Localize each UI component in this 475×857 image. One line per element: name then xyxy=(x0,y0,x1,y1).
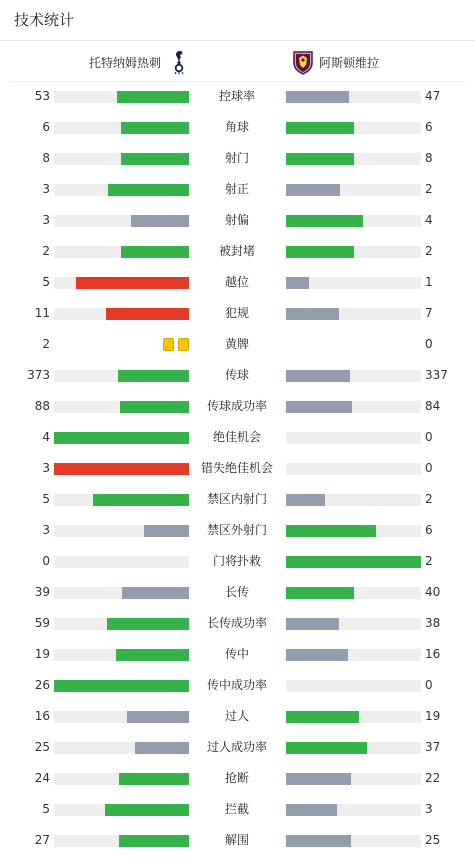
home-bar-fill xyxy=(121,246,189,258)
team-header xyxy=(0,42,475,82)
away-bar-fill xyxy=(286,122,354,134)
away-value: 6 xyxy=(425,523,433,537)
home-bar-fill xyxy=(108,184,189,196)
stat-row xyxy=(0,113,475,144)
away-bar-fill xyxy=(286,773,351,785)
away-bar-track xyxy=(286,215,421,227)
stat-label: 长传 xyxy=(224,585,249,599)
home-value: 8 xyxy=(42,151,50,165)
home-bar-fill xyxy=(93,494,189,506)
home-bar-fill xyxy=(131,215,189,227)
away-bar-track xyxy=(286,680,421,692)
away-value: 37 xyxy=(425,740,441,754)
home-value: 4 xyxy=(42,430,50,444)
stat-label: 射门 xyxy=(224,151,249,165)
away-bar-fill xyxy=(286,804,337,816)
away-value: 19 xyxy=(425,709,441,723)
stat-row xyxy=(0,299,475,330)
stat-row xyxy=(0,640,475,671)
away-bar-track xyxy=(286,184,421,196)
stat-row xyxy=(0,361,475,392)
stat-label: 禁区外射门 xyxy=(206,523,267,537)
home-yellow-cards xyxy=(163,338,189,351)
home-value: 26 xyxy=(34,678,50,692)
away-value: 25 xyxy=(425,833,441,847)
stat-label: 黄牌 xyxy=(224,337,249,351)
away-bar-fill xyxy=(286,153,354,165)
home-value: 2 xyxy=(42,244,50,258)
stat-label: 绝佳机会 xyxy=(212,430,261,444)
away-value: 2 xyxy=(425,492,433,506)
away-value: 2 xyxy=(425,554,433,568)
stat-label: 犯规 xyxy=(224,306,249,320)
yellow-card-icon xyxy=(178,338,189,351)
away-bar-fill xyxy=(286,401,352,413)
home-bar-fill xyxy=(106,308,189,320)
away-value: 0 xyxy=(425,461,433,475)
stat-label: 抢断 xyxy=(224,771,249,785)
home-bar-track xyxy=(54,835,189,847)
away-bar-track xyxy=(286,525,421,537)
away-bar-track xyxy=(286,773,421,785)
home-bar-track xyxy=(54,122,189,134)
home-bar-fill xyxy=(54,432,189,444)
stat-label: 被封堵 xyxy=(218,244,255,258)
home-bar-fill xyxy=(107,618,189,630)
stat-row xyxy=(0,454,475,485)
away-bar-fill xyxy=(286,835,351,847)
away-bar-track xyxy=(286,308,421,320)
away-bar-track xyxy=(286,649,421,661)
away-bar-fill xyxy=(286,587,354,599)
home-bar-track xyxy=(54,277,189,289)
stat-row xyxy=(0,392,475,423)
stat-row xyxy=(0,516,475,547)
away-team[interactable] xyxy=(293,42,379,82)
stat-row xyxy=(0,82,475,113)
stat-row xyxy=(0,206,475,237)
stat-row xyxy=(0,547,475,578)
home-bar-fill xyxy=(119,835,189,847)
home-bar-track xyxy=(54,91,189,103)
away-bar-track xyxy=(286,401,421,413)
away-bar-track xyxy=(286,556,421,568)
home-team[interactable] xyxy=(89,42,189,82)
away-bar-fill xyxy=(286,277,309,289)
home-value: 3 xyxy=(42,213,50,227)
away-value: 22 xyxy=(425,771,441,785)
home-bar-track xyxy=(54,680,189,692)
stat-row xyxy=(0,423,475,454)
home-bar-track xyxy=(54,556,189,568)
home-value: 6 xyxy=(42,120,50,134)
home-value: 11 xyxy=(34,306,50,320)
stat-row xyxy=(0,733,475,764)
stat-row xyxy=(0,795,475,826)
stat-label: 错失绝佳机会 xyxy=(200,461,273,475)
away-bar-fill xyxy=(286,91,349,103)
home-team-name: 托特纳姆热刺 xyxy=(88,55,161,70)
away-bar-track xyxy=(286,587,421,599)
away-bar-fill xyxy=(286,711,359,723)
stat-label: 拦截 xyxy=(224,802,249,816)
home-bar-track xyxy=(54,711,189,723)
home-bar-track xyxy=(54,649,189,661)
away-bar-track xyxy=(286,122,421,134)
home-bar-fill xyxy=(76,277,189,289)
stat-row xyxy=(0,237,475,268)
home-bar-fill xyxy=(54,680,189,692)
stat-label: 传球 xyxy=(224,368,249,382)
away-bar-fill xyxy=(286,525,376,537)
stat-label: 控球率 xyxy=(218,89,255,103)
stat-label: 射偏 xyxy=(224,213,249,227)
home-bar-fill xyxy=(105,804,189,816)
home-value: 25 xyxy=(34,740,50,754)
home-bar-track xyxy=(54,463,189,475)
home-bar-track xyxy=(54,618,189,630)
stat-row xyxy=(0,175,475,206)
stat-row xyxy=(0,826,475,857)
away-value: 337 xyxy=(425,368,448,382)
page-title: 技术统计 xyxy=(14,11,75,29)
away-value: 84 xyxy=(425,399,441,413)
home-value: 2 xyxy=(42,337,50,351)
home-bar-fill xyxy=(144,525,189,537)
away-bar-track xyxy=(286,277,421,289)
home-bar-track xyxy=(54,370,189,382)
stat-label: 传球成功率 xyxy=(206,399,267,413)
stat-label: 门将扑救 xyxy=(212,554,261,568)
stat-row xyxy=(0,702,475,733)
home-value: 373 xyxy=(27,368,50,382)
away-bar-track xyxy=(286,494,421,506)
title-divider xyxy=(0,40,475,41)
aston-villa-crest-icon xyxy=(293,49,313,75)
away-value: 2 xyxy=(425,182,433,196)
away-value: 40 xyxy=(425,585,441,599)
away-value: 7 xyxy=(425,306,433,320)
away-value: 0 xyxy=(425,430,433,444)
stat-label: 过人 xyxy=(224,709,249,723)
home-value: 19 xyxy=(34,647,50,661)
away-bar-track xyxy=(286,711,421,723)
away-bar-track xyxy=(286,742,421,754)
away-bar-fill xyxy=(286,494,325,506)
away-bar-fill xyxy=(286,215,363,227)
home-bar-track xyxy=(54,494,189,506)
home-bar-fill xyxy=(120,401,189,413)
home-value: 24 xyxy=(34,771,50,785)
home-value: 3 xyxy=(42,461,50,475)
home-bar-fill xyxy=(127,711,189,723)
away-bar-fill xyxy=(286,618,339,630)
home-bar-track xyxy=(54,184,189,196)
home-bar-fill xyxy=(121,122,189,134)
away-bar-track xyxy=(286,91,421,103)
away-value: 6 xyxy=(425,120,433,134)
home-bar-track xyxy=(54,742,189,754)
away-bar-track xyxy=(286,463,421,475)
away-value: 0 xyxy=(425,337,433,351)
home-value: 27 xyxy=(34,833,50,847)
home-bar-track xyxy=(54,246,189,258)
stat-row xyxy=(0,671,475,702)
away-value: 2 xyxy=(425,244,433,258)
home-bar-track xyxy=(54,401,189,413)
home-bar-fill xyxy=(119,773,189,785)
home-value: 3 xyxy=(42,182,50,196)
home-value: 5 xyxy=(42,802,50,816)
stat-label: 射正 xyxy=(224,182,249,196)
stat-row xyxy=(0,578,475,609)
stat-label: 角球 xyxy=(224,120,249,134)
home-bar-fill xyxy=(135,742,189,754)
away-value: 16 xyxy=(425,647,441,661)
home-bar-fill xyxy=(121,153,189,165)
away-bar-fill xyxy=(286,246,354,258)
away-value: 0 xyxy=(425,678,433,692)
home-value: 5 xyxy=(42,492,50,506)
away-bar-track xyxy=(286,370,421,382)
home-bar-fill xyxy=(117,91,189,103)
away-team-name: 阿斯顿维拉 xyxy=(319,55,380,70)
stat-label: 解围 xyxy=(224,833,249,847)
stat-label: 传中成功率 xyxy=(206,678,267,692)
home-value: 16 xyxy=(34,709,50,723)
away-bar-fill xyxy=(286,649,348,661)
stat-label: 传中 xyxy=(224,647,249,661)
away-bar-fill xyxy=(286,742,367,754)
home-bar-track xyxy=(54,308,189,320)
home-value: 3 xyxy=(42,523,50,537)
stat-row xyxy=(0,764,475,795)
home-bar-fill xyxy=(116,649,189,661)
away-value: 47 xyxy=(425,89,441,103)
away-value: 1 xyxy=(425,275,433,289)
home-bar-track xyxy=(54,153,189,165)
away-bar-fill xyxy=(286,370,350,382)
home-value: 88 xyxy=(34,399,50,413)
away-bar-track xyxy=(286,432,421,444)
home-bar-track xyxy=(54,525,189,537)
away-bar-fill xyxy=(286,556,421,568)
yellow-card-icon xyxy=(163,338,174,351)
home-bar-track xyxy=(54,215,189,227)
home-value: 39 xyxy=(34,585,50,599)
home-bar-track xyxy=(54,587,189,599)
away-value: 38 xyxy=(425,616,441,630)
home-value: 53 xyxy=(34,89,50,103)
away-bar-track xyxy=(286,618,421,630)
stat-label: 越位 xyxy=(224,275,249,289)
home-bar-fill xyxy=(54,463,189,475)
stat-row xyxy=(0,485,475,516)
stat-row xyxy=(0,609,475,640)
stat-row xyxy=(0,268,475,299)
home-bar-fill xyxy=(122,587,189,599)
away-value: 4 xyxy=(425,213,433,227)
away-bar-fill xyxy=(286,184,340,196)
home-value: 0 xyxy=(42,554,50,568)
home-value: 5 xyxy=(42,275,50,289)
away-bar-fill xyxy=(286,308,339,320)
away-value: 3 xyxy=(425,802,433,816)
away-value: 8 xyxy=(425,151,433,165)
stat-label: 长传成功率 xyxy=(206,616,267,630)
tottenham-crest-icon xyxy=(169,49,189,75)
stat-row xyxy=(0,144,475,175)
stat-label: 禁区内射门 xyxy=(206,492,267,506)
stat-row xyxy=(0,330,475,361)
away-bar-track xyxy=(286,835,421,847)
home-bar-track xyxy=(54,773,189,785)
stat-label: 过人成功率 xyxy=(206,740,267,754)
away-bar-track xyxy=(286,153,421,165)
home-bar-track xyxy=(54,804,189,816)
home-bar-track xyxy=(54,432,189,444)
away-bar-track xyxy=(286,804,421,816)
home-bar-fill xyxy=(118,370,189,382)
away-bar-track xyxy=(286,246,421,258)
home-value: 59 xyxy=(34,616,50,630)
